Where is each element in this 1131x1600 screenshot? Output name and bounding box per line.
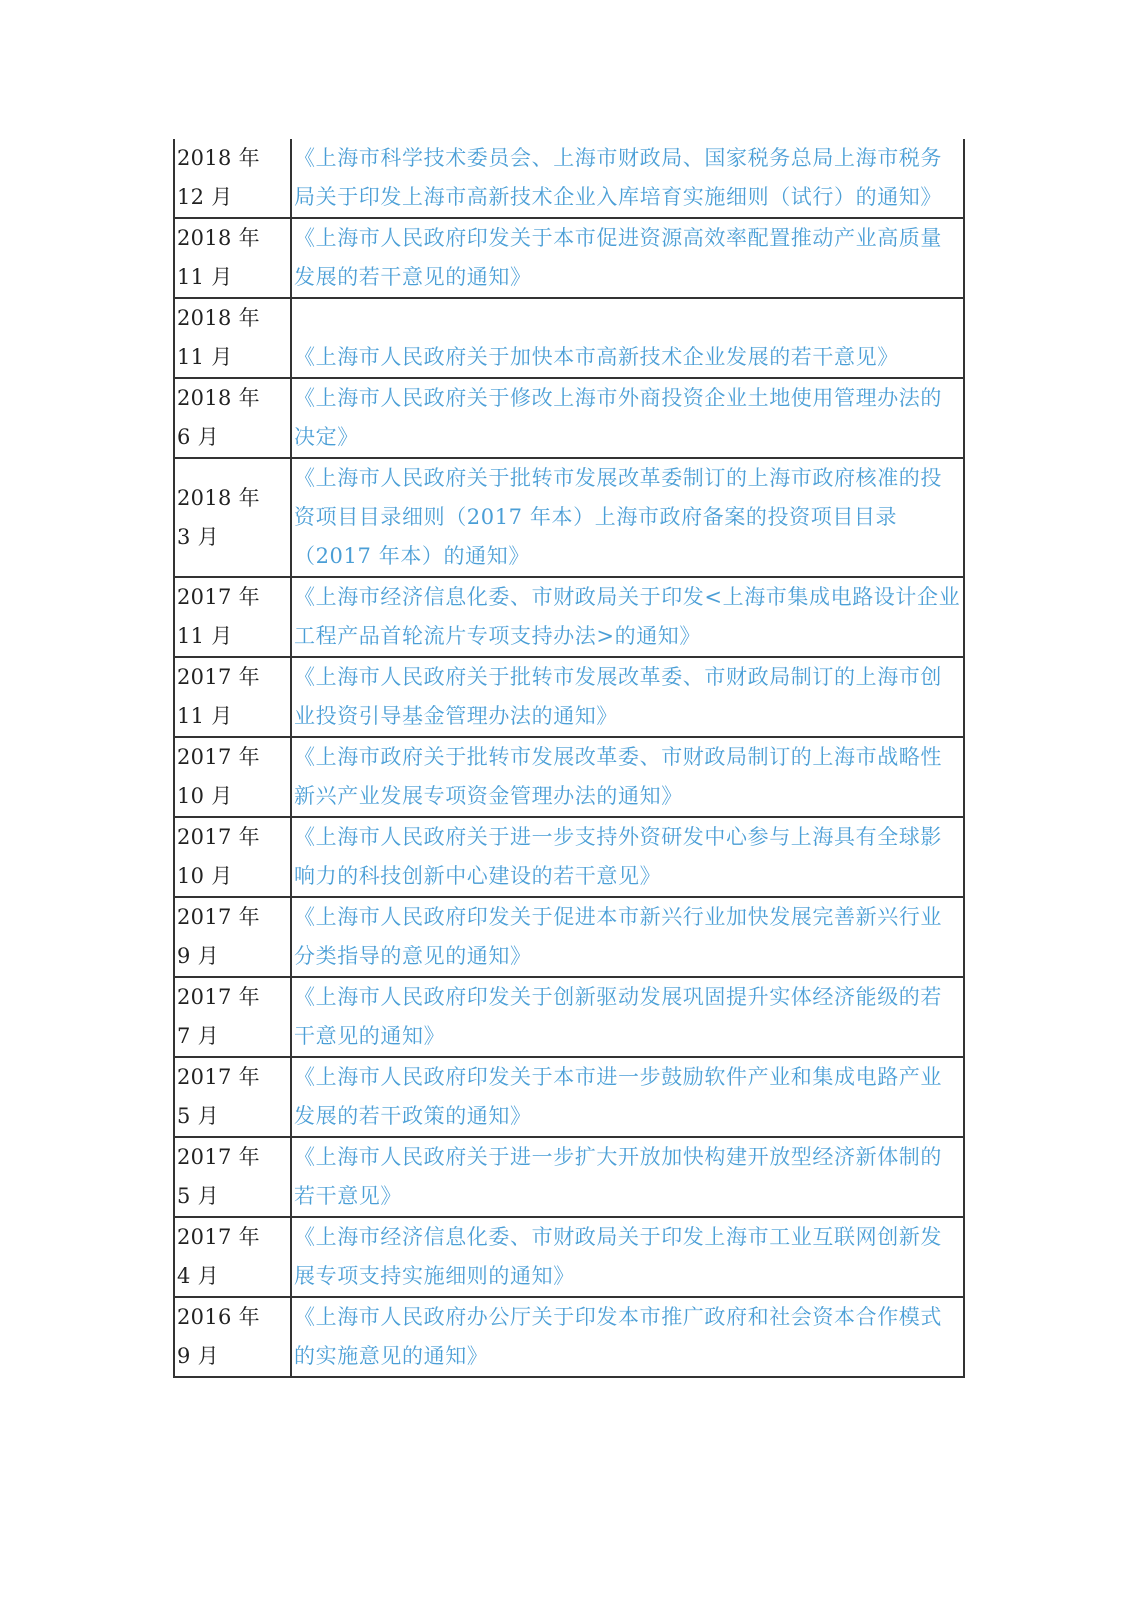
date-text: 2018 年 11 月 (177, 226, 260, 289)
policy-link[interactable]: 《上海市人民政府关于进一步扩大开放加快构建开放型经济新体制的若干意见》 (294, 1145, 942, 1208)
title-cell (291, 657, 964, 737)
table-row (174, 817, 964, 897)
date-cell (174, 897, 291, 977)
policy-table (173, 139, 965, 1378)
table-row (174, 657, 964, 737)
title-cell (291, 1057, 964, 1137)
title-cell (291, 218, 964, 298)
date-text: 2018 年 11 月 (177, 306, 260, 369)
title-cell (291, 139, 964, 218)
title-cell (291, 977, 964, 1057)
policy-link[interactable]: 《上海市人民政府印发关于本市进一步鼓励软件产业和集成电路产业发展的若干政策的通知》 (294, 1065, 942, 1128)
title-cell (291, 897, 964, 977)
date-text: 2017 年 10 月 (177, 745, 260, 808)
table-row (174, 1297, 964, 1377)
date-cell (174, 139, 291, 218)
date-text: 2017 年 10 月 (177, 825, 260, 888)
title-cell (291, 458, 964, 577)
date-cell (174, 1137, 291, 1217)
table-row (174, 458, 964, 577)
title-cell (291, 1137, 964, 1217)
policy-link[interactable]: 《上海市人民政府印发关于创新驱动发展巩固提升实体经济能级的若干意见的通知》 (294, 985, 942, 1048)
date-cell (174, 1217, 291, 1297)
policy-link[interactable]: 《上海市人民政府关于加快本市高新技术企业发展的若干意见》 (294, 345, 899, 369)
date-cell (174, 737, 291, 817)
policy-link[interactable]: 《上海市人民政府关于进一步支持外资研发中心参与上海具有全球影响力的科技创新中心建设的若干意见》 (294, 825, 942, 888)
table-row (174, 139, 964, 218)
date-text: 2017 年 11 月 (177, 665, 260, 728)
title-cell (291, 737, 964, 817)
table-row (174, 737, 964, 817)
date-cell (174, 298, 291, 378)
policy-link[interactable]: 《上海市人民政府办公厅关于印发本市推广政府和社会资本合作模式的实施意见的通知》 (294, 1305, 942, 1368)
table-row (174, 1137, 964, 1217)
title-cell (291, 1297, 964, 1377)
policy-link[interactable]: 《上海市科学技术委员会、上海市财政局、国家税务总局上海市税务局关于印发上海市高新技术企业入库培育实施细则（试行）的通知》 (294, 146, 942, 209)
date-cell (174, 577, 291, 657)
policy-link[interactable]: 《上海市人民政府印发关于促进本市新兴行业加快发展完善新兴行业分类指导的意见的通知》 (294, 905, 942, 968)
date-cell (174, 458, 291, 577)
date-text: 2017 年 11 月 (177, 585, 260, 648)
title-cell (291, 817, 964, 897)
date-cell (174, 378, 291, 458)
table-row (174, 378, 964, 458)
policy-link[interactable]: 《上海市人民政府印发关于本市促进资源高效率配置推动产业高质量发展的若干意见的通知》 (294, 226, 942, 289)
date-cell (174, 977, 291, 1057)
title-cell (291, 298, 964, 378)
policy-link[interactable]: 《上海市人民政府关于修改上海市外商投资企业土地使用管理办法的决定》 (294, 386, 942, 449)
date-cell (174, 1297, 291, 1377)
policy-link[interactable]: 《上海市经济信息化委、市财政局关于印发上海市工业互联网创新发展专项支持实施细则的通知》 (294, 1225, 942, 1288)
date-text: 2017 年 5 月 (177, 1065, 260, 1128)
date-text: 2018 年 6 月 (177, 386, 260, 449)
date-text: 2017 年 4 月 (177, 1225, 260, 1288)
date-text: 2016 年 9 月 (177, 1305, 260, 1368)
table-row (174, 1217, 964, 1297)
title-cell (291, 378, 964, 458)
table-row (174, 298, 964, 378)
date-cell (174, 218, 291, 298)
table-row (174, 897, 964, 977)
policy-link[interactable]: 《上海市政府关于批转市发展改革委、市财政局制订的上海市战略性新兴产业发展专项资金管理办法的通知》 (294, 745, 942, 808)
date-text: 2018 年 3 月 (177, 485, 260, 549)
policy-link[interactable]: 《上海市经济信息化委、市财政局关于印发<上海市集成电路设计企业工程产品首轮流片专项支持办法>的通知》 (294, 585, 961, 648)
date-text: 2017 年 9 月 (177, 905, 260, 968)
table-row (174, 218, 964, 298)
table-row (174, 977, 964, 1057)
table-row (174, 1057, 964, 1137)
policy-link[interactable]: 《上海市人民政府关于批转市发展改革委制订的上海市政府核准的投资项目目录细则（2017 年本）上海市政府备案的投资项目目录（2017 年本）的通知》 (294, 466, 942, 568)
date-text: 2017 年 5 月 (177, 1145, 260, 1208)
title-cell (291, 577, 964, 657)
date-text: 2017 年 7 月 (177, 985, 260, 1048)
table-row (174, 577, 964, 657)
date-cell (174, 817, 291, 897)
policy-link[interactable]: 《上海市人民政府关于批转市发展改革委、市财政局制订的上海市创业投资引导基金管理办法的通知》 (294, 665, 942, 728)
title-cell (291, 1217, 964, 1297)
date-text: 2018 年 12 月 (177, 146, 260, 209)
date-cell (174, 657, 291, 737)
date-cell (174, 1057, 291, 1137)
